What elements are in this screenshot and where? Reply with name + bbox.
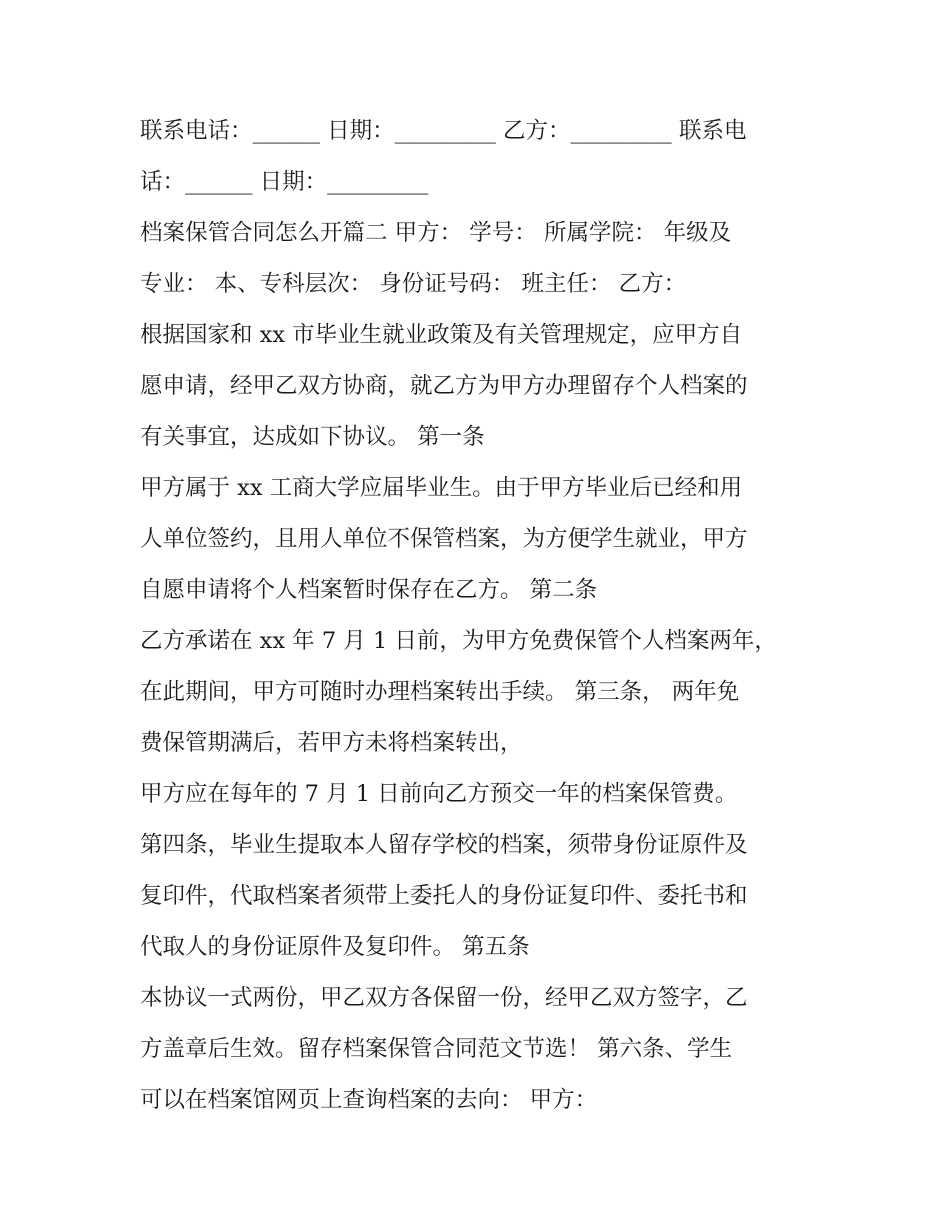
text-line: 档案保管合同怎么开篇二 甲方： 学号： 所属学院： 年级及 [140, 220, 732, 246]
text-line: 本协议一式两份，甲乙双方各保留一份，经甲乙双方签字，乙 [140, 985, 748, 1011]
text-line: 话：______ 日期：_________ [140, 169, 429, 195]
text-line: 乙方承诺在 xx 年 7 月 1 日前，为甲方免费保管个人档案两年， [140, 628, 777, 654]
text-line: 甲方属于 xx 工商大学应届毕业生。由于甲方毕业后已经和用 [140, 475, 743, 501]
text-line: 第四条，毕业生提取本人留存学校的档案，须带身份证原件及 [140, 832, 748, 858]
text-line: 人单位签约，且用人单位不保管档案，为方便学生就业，甲方 [140, 526, 748, 552]
text-line: 有关事宜，达成如下协议。 第一条 [140, 424, 485, 450]
text-line: 复印件，代取档案者须带上委托人的身份证复印件、委托书和 [140, 883, 748, 909]
text-line: 根据国家和 xx 市毕业生就业政策及有关管理规定，应甲方自 [140, 322, 743, 348]
document-body [140, 106, 820, 1126]
text-line: 费保管期满后，若甲方未将档案转出， [140, 730, 523, 756]
text-line: 自愿申请将个人档案暂时保存在乙方。 第二条 [140, 577, 598, 603]
text-line: 愿申请，经甲乙双方协商，就乙方为甲方办理留存个人档案的 [140, 373, 748, 399]
text-line: 在此期间，甲方可随时办理档案转出手续。 第三条， 两年免 [140, 679, 740, 705]
text-line: 专业： 本、专科层次： 身份证号码： 班主任： 乙方： [140, 271, 687, 297]
text-line: 方盖章后生效。留存档案保管合同范文节选！ 第六条、学生 [140, 1036, 733, 1062]
text-line: 甲方应在每年的 7 月 1 日前向乙方预交一年的档案保管费。 [140, 781, 738, 807]
text-line: 联系电话：______ 日期：_________ 乙方：_________ 联系电 [140, 118, 747, 144]
text-line: 可以在档案馆网页上查询档案的去向： 甲方： [140, 1087, 598, 1113]
text-line: 代取人的身份证原件及复印件。 第五条 [140, 934, 530, 960]
